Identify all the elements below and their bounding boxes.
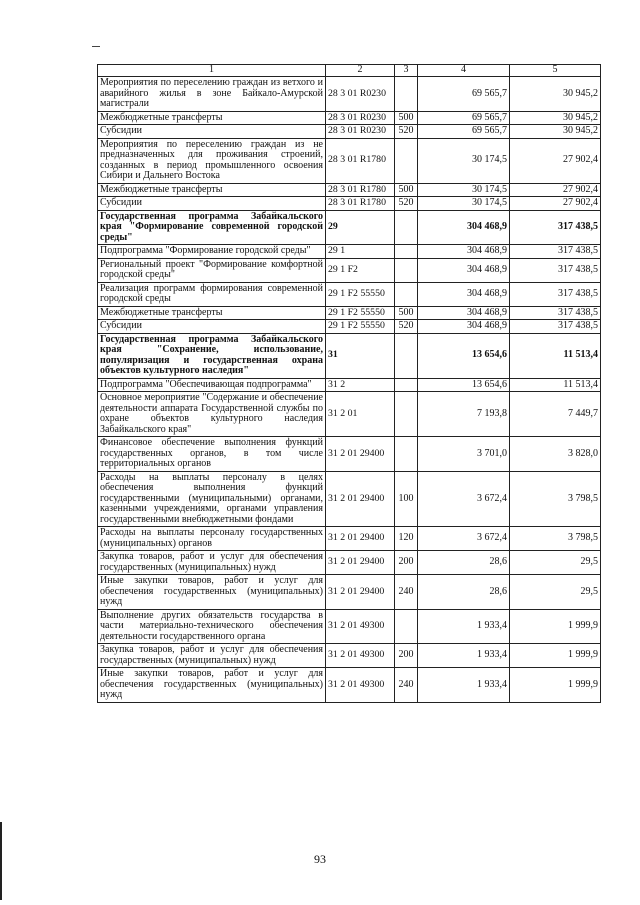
row-expense-type: 200 (395, 644, 418, 668)
row-value-year1: 304 468,9 (418, 306, 510, 320)
row-value-year1: 304 468,9 (418, 320, 510, 334)
row-name: Реализация программ формирования современной городской среды (98, 282, 326, 306)
row-expense-type: 240 (395, 668, 418, 703)
row-code: 31 2 01 29400 (326, 527, 395, 551)
row-code: 28 3 01 R1780 (326, 138, 395, 183)
row-name: Мероприятия по переселению граждан из не предназначенных для проживания строений, созданных в период промышленного освоения Сибири и Дальнего Востока (98, 138, 326, 183)
table-row (98, 258, 601, 282)
table-row (98, 575, 601, 610)
row-value-year2: 30 945,2 (510, 125, 601, 139)
row-name: Финансовое обеспечение выполнения функций государственных органов, в том числе территориальных органов (98, 437, 326, 472)
row-name: Мероприятия по переселению граждан из ветхого и аварийного жилья в зоне Байкало-Амурской магистрали (98, 77, 326, 112)
row-value-year1: 69 565,7 (418, 111, 510, 125)
row-expense-type (395, 210, 418, 245)
row-value-year1: 69 565,7 (418, 77, 510, 112)
table-row (98, 644, 601, 668)
row-name: Подпрограмма "Формирование городской среды" (98, 245, 326, 259)
row-name: Иные закупки товаров, работ и услуг для обеспечения государственных (муниципальных) нужд (98, 575, 326, 610)
row-code: 29 1 F2 55550 (326, 320, 395, 334)
row-code: 31 2 01 29400 (326, 471, 395, 527)
row-value-year2: 3 828,0 (510, 437, 601, 472)
table-row (98, 183, 601, 197)
table-row (98, 138, 601, 183)
row-value-year1: 30 174,5 (418, 183, 510, 197)
row-value-year2: 30 945,2 (510, 111, 601, 125)
row-expense-type: 120 (395, 527, 418, 551)
row-expense-type (395, 282, 418, 306)
row-value-year1: 3 701,0 (418, 437, 510, 472)
header-col-3: 3 (395, 65, 418, 77)
row-code: 31 (326, 333, 395, 378)
row-expense-type (395, 392, 418, 437)
row-code: 31 2 01 49300 (326, 609, 395, 644)
table-row (98, 282, 601, 306)
row-value-year2: 317 438,5 (510, 306, 601, 320)
row-expense-type (395, 77, 418, 112)
row-value-year1: 1 933,4 (418, 668, 510, 703)
table-row (98, 197, 601, 211)
row-value-year2: 317 438,5 (510, 282, 601, 306)
row-value-year2: 27 902,4 (510, 183, 601, 197)
row-code: 31 2 01 29400 (326, 437, 395, 472)
row-name: Межбюджетные трансферты (98, 183, 326, 197)
row-value-year2: 27 902,4 (510, 197, 601, 211)
row-value-year1: 1 933,4 (418, 609, 510, 644)
row-expense-type: 500 (395, 306, 418, 320)
row-value-year2: 30 945,2 (510, 77, 601, 112)
row-code: 28 3 01 R0230 (326, 125, 395, 139)
row-code: 31 2 01 29400 (326, 575, 395, 610)
row-expense-type: 200 (395, 551, 418, 575)
row-value-year2: 317 438,5 (510, 258, 601, 282)
row-expense-type (395, 138, 418, 183)
row-expense-type (395, 609, 418, 644)
row-name: Иные закупки товаров, работ и услуг для обеспечения государственных (муниципальных) нужд (98, 668, 326, 703)
decorative-dash (92, 46, 100, 47)
row-code: 28 3 01 R0230 (326, 111, 395, 125)
row-value-year1: 13 654,6 (418, 378, 510, 392)
row-value-year2: 1 999,9 (510, 609, 601, 644)
table-row (98, 609, 601, 644)
row-code: 28 3 01 R1780 (326, 183, 395, 197)
row-expense-type (395, 333, 418, 378)
header-row (98, 65, 601, 77)
row-name: Расходы на выплаты персоналу государственных (муниципальных) органов (98, 527, 326, 551)
row-name: Субсидии (98, 197, 326, 211)
row-value-year2: 27 902,4 (510, 138, 601, 183)
table-row (98, 471, 601, 527)
row-value-year2: 317 438,5 (510, 320, 601, 334)
row-expense-type (395, 437, 418, 472)
table-row (98, 668, 601, 703)
table-row (98, 245, 601, 259)
row-code: 31 2 01 (326, 392, 395, 437)
row-expense-type: 500 (395, 111, 418, 125)
row-expense-type: 520 (395, 320, 418, 334)
row-value-year1: 1 933,4 (418, 644, 510, 668)
row-value-year2: 29,5 (510, 551, 601, 575)
row-code: 31 2 (326, 378, 395, 392)
row-expense-type (395, 245, 418, 259)
row-value-year1: 28,6 (418, 575, 510, 610)
row-name: Подпрограмма "Обеспечивающая подпрограмма" (98, 378, 326, 392)
row-value-year2: 11 513,4 (510, 378, 601, 392)
table-row (98, 77, 601, 112)
row-value-year2: 29,5 (510, 575, 601, 610)
row-value-year2: 1 999,9 (510, 668, 601, 703)
table-row (98, 437, 601, 472)
row-name: Государственная программа Забайкальского края "Формирование современной городской среды" (98, 210, 326, 245)
table-body (98, 77, 601, 703)
table-row (98, 306, 601, 320)
row-name: Закупка товаров, работ и услуг для обеспечения государственных (муниципальных) нужд (98, 551, 326, 575)
row-expense-type: 100 (395, 471, 418, 527)
row-value-year1: 13 654,6 (418, 333, 510, 378)
row-value-year1: 3 672,4 (418, 527, 510, 551)
row-expense-type (395, 378, 418, 392)
budget-table (97, 64, 601, 703)
row-name: Региональный проект "Формирование комфортной городской среды" (98, 258, 326, 282)
row-value-year1: 304 468,9 (418, 245, 510, 259)
row-expense-type: 240 (395, 575, 418, 610)
row-value-year1: 30 174,5 (418, 138, 510, 183)
row-expense-type: 520 (395, 125, 418, 139)
row-expense-type: 520 (395, 197, 418, 211)
row-value-year2: 3 798,5 (510, 471, 601, 527)
row-code: 31 2 01 49300 (326, 644, 395, 668)
row-value-year1: 28,6 (418, 551, 510, 575)
row-code: 31 2 01 49300 (326, 668, 395, 703)
table-row (98, 551, 601, 575)
table-row (98, 125, 601, 139)
row-name: Межбюджетные трансферты (98, 111, 326, 125)
table-row (98, 527, 601, 551)
header-col-4: 4 (418, 65, 510, 77)
row-name: Выполнение других обязательств государства в части материально-технического обеспечения деятельности государственного органа (98, 609, 326, 644)
row-code: 29 1 F2 55550 (326, 282, 395, 306)
row-value-year1: 304 468,9 (418, 258, 510, 282)
row-code: 31 2 01 29400 (326, 551, 395, 575)
row-code: 29 1 F2 (326, 258, 395, 282)
row-code: 29 1 F2 55550 (326, 306, 395, 320)
row-expense-type: 500 (395, 183, 418, 197)
header-col-2: 2 (326, 65, 395, 77)
row-value-year2: 317 438,5 (510, 210, 601, 245)
row-expense-type (395, 258, 418, 282)
row-value-year1: 304 468,9 (418, 282, 510, 306)
row-value-year1: 69 565,7 (418, 125, 510, 139)
row-value-year2: 317 438,5 (510, 245, 601, 259)
row-value-year1: 304 468,9 (418, 210, 510, 245)
row-value-year1: 30 174,5 (418, 197, 510, 211)
row-value-year2: 1 999,9 (510, 644, 601, 668)
row-name: Расходы на выплаты персоналу в целях обеспечения выполнения функций государственными (муниципальными) органами, казенными учреждениями, органами управления государственными внебюджетными фондами (98, 471, 326, 527)
table-row (98, 111, 601, 125)
row-code: 29 (326, 210, 395, 245)
row-name: Закупка товаров, работ и услуг для обеспечения государственных (муниципальных) нужд (98, 644, 326, 668)
row-name: Субсидии (98, 320, 326, 334)
row-value-year1: 3 672,4 (418, 471, 510, 527)
row-code: 28 3 01 R0230 (326, 77, 395, 112)
page-number: 93 (314, 852, 326, 866)
header-col-1: 1 (98, 65, 326, 77)
row-value-year2: 3 798,5 (510, 527, 601, 551)
row-code: 29 1 (326, 245, 395, 259)
row-name: Межбюджетные трансферты (98, 306, 326, 320)
row-name: Субсидии (98, 125, 326, 139)
header-col-5: 5 (510, 65, 601, 77)
table-row (98, 320, 601, 334)
row-value-year2: 7 449,7 (510, 392, 601, 437)
table-row (98, 392, 601, 437)
row-name: Государственная программа Забайкальского края "Сохранение, использование, популяризация и государственная охрана объектов культурного наследия" (98, 333, 326, 378)
table-row (98, 378, 601, 392)
row-code: 28 3 01 R1780 (326, 197, 395, 211)
table-row (98, 210, 601, 245)
row-name: Основное мероприятие "Содержание и обеспечение деятельности аппарата Государственной службы по охране объектов культурного наследия Забайкальского края" (98, 392, 326, 437)
row-value-year2: 11 513,4 (510, 333, 601, 378)
row-value-year1: 7 193,8 (418, 392, 510, 437)
table-row (98, 333, 601, 378)
